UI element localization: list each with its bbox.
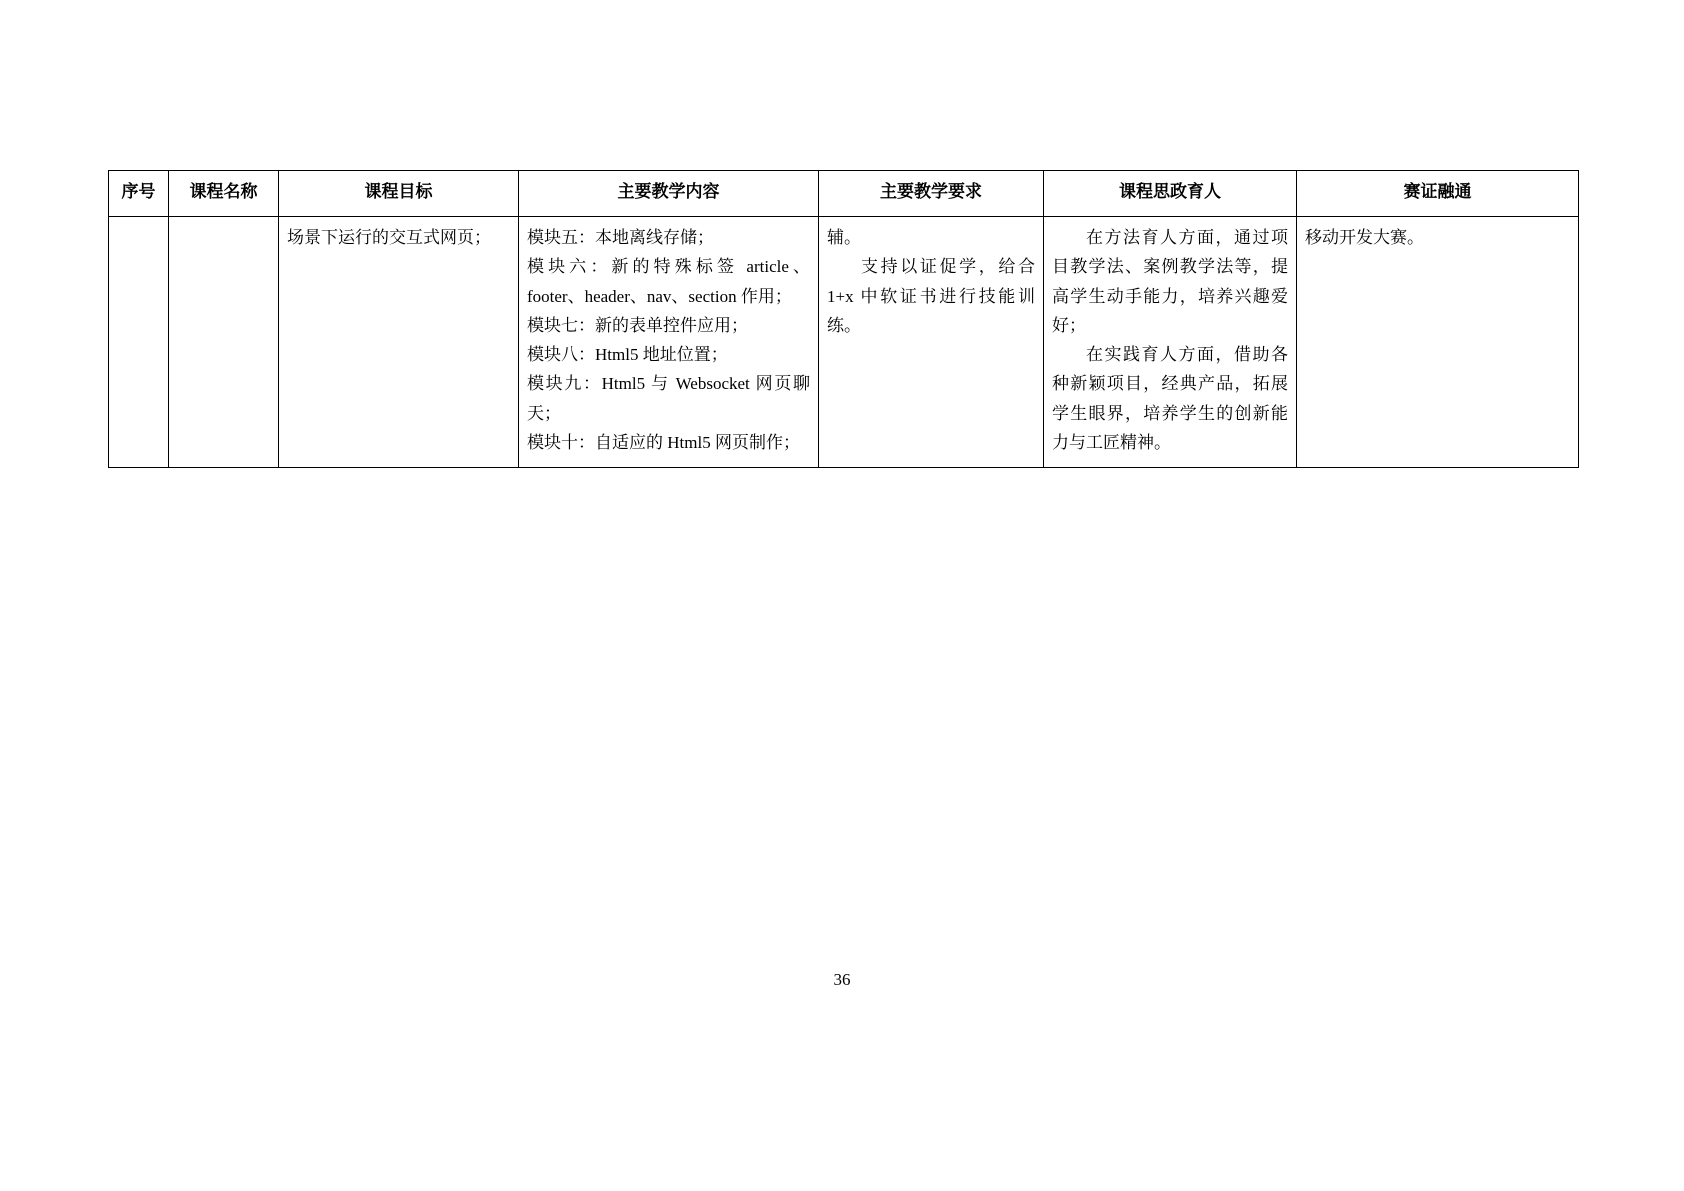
column-header-course-name: 课程名称 bbox=[169, 171, 279, 217]
column-header-competition-integration: 赛证融通 bbox=[1297, 171, 1579, 217]
teaching-content-line: 模块六：新的特殊标签 article、footer、header、nav、section 作用； bbox=[527, 257, 810, 306]
cell-course-goal bbox=[279, 217, 519, 468]
ideological-education-line: 在实践育人方面，借助各种新颖项目，经典产品，拓展学生眼界，培养学生的创新能力与工匠精神。 bbox=[1052, 345, 1288, 452]
cell-seq bbox=[109, 217, 169, 468]
ideological-education-line: 在方法育人方面，通过项目教学法、案例教学法等，提高学生动手能力，培养兴趣爱好； bbox=[1052, 228, 1288, 335]
competition-integration-text: 移动开发大赛。 bbox=[1305, 228, 1424, 248]
teaching-content-line: 模块八：Html5 地址位置； bbox=[527, 345, 728, 365]
cell-competition-integration bbox=[1297, 217, 1579, 468]
page-number: 36 bbox=[833, 970, 851, 989]
column-header-teaching-content: 主要教学内容 bbox=[519, 171, 819, 217]
column-header-seq: 序号 bbox=[109, 171, 169, 217]
table-header-row bbox=[109, 171, 1579, 217]
teaching-content-line: 模块七：新的表单控件应用； bbox=[527, 315, 748, 335]
cell-teaching-requirement bbox=[819, 217, 1044, 468]
cell-course-name bbox=[169, 217, 279, 468]
column-header-ideological-education: 课程思政育人 bbox=[1044, 171, 1297, 217]
table-row bbox=[109, 217, 1579, 468]
teaching-requirement-line: 辅。 bbox=[827, 228, 861, 248]
teaching-content-line: 模块五：本地离线存储； bbox=[527, 228, 714, 248]
column-header-teaching-requirement: 主要教学要求 bbox=[819, 171, 1044, 217]
course-goal-text: 场景下运行的交互式网页； bbox=[287, 228, 491, 248]
cell-ideological-education bbox=[1044, 217, 1297, 468]
course-table-container bbox=[108, 170, 1578, 468]
teaching-requirement-line: 支持以证促学，给合 1+x 中软证书进行技能训练。 bbox=[827, 257, 1035, 335]
column-header-course-goal: 课程目标 bbox=[279, 171, 519, 217]
course-table bbox=[108, 170, 1579, 468]
teaching-content-line: 模块十：自适应的 Html5 网页制作； bbox=[527, 432, 800, 452]
cell-teaching-content bbox=[519, 217, 819, 468]
teaching-content-line: 模块九：Html5 与 Websocket 网页聊天； bbox=[527, 374, 810, 423]
